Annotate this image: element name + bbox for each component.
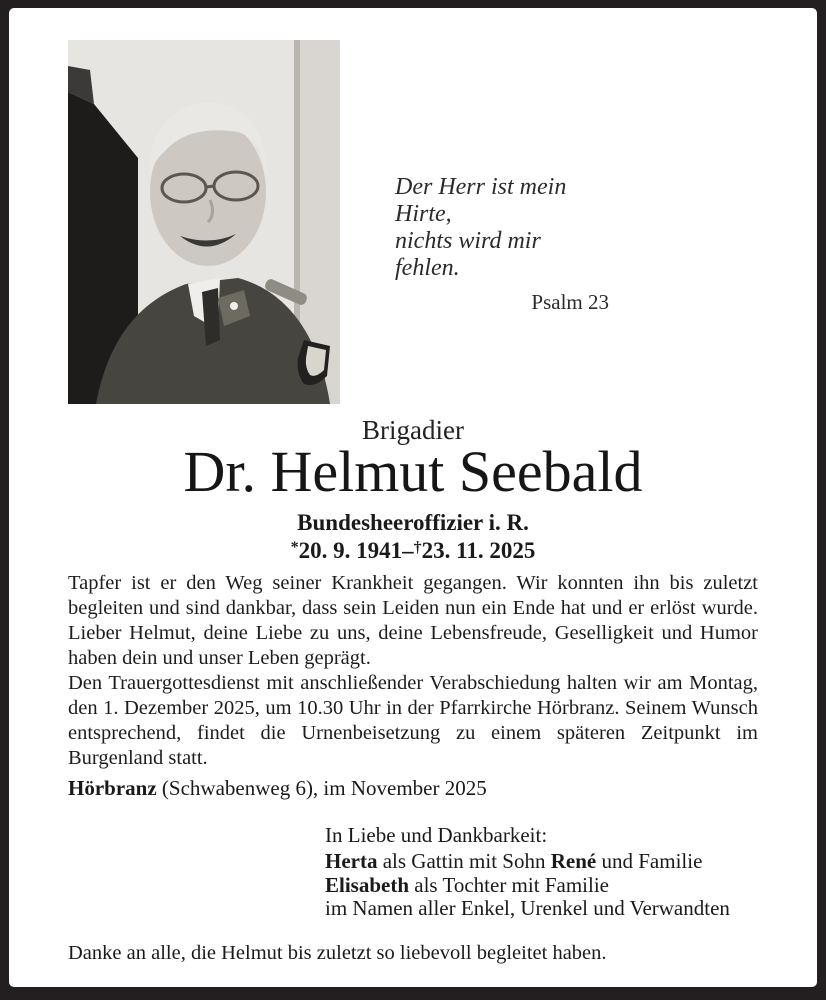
closing-line: In Liebe und Dankbarkeit: [325, 823, 548, 847]
portrait-photo [68, 40, 340, 404]
place-rest: (Schwabenweg 6), im November 2025 [156, 776, 487, 800]
mourner-name: Elisabeth [325, 872, 410, 897]
obituary-paragraph-1: Tapfer ist er den Weg seiner Krankheit gegangen. Wir konnten ihn bis zuletzt begleiten und sind dankbar, dass sein Leiden nun ein Ende hat und er erlöst wurde. Lieber Helmut, deine Liebe zu uns, deine Lebensfreude, Geselligkeit und Humor haben dein und unser Leben geprägt. [68, 572, 758, 669]
mourners-list [325, 850, 730, 921]
birth-date: 20. 9. 1941 [298, 538, 403, 563]
mourner-line [325, 850, 730, 874]
psalm-quote-source: Psalm 23 [531, 290, 609, 314]
death-date: 23. 11. 2025 [421, 538, 536, 563]
deceased-title: Bundesheeroffizier i. R. [297, 510, 529, 535]
place-date-line [68, 776, 487, 800]
birth-symbol: * [290, 539, 299, 556]
mourner-name: Herta [325, 849, 378, 873]
mourner-text: als Gattin mit Sohn [377, 849, 551, 873]
obituary-card-inner [9, 8, 817, 987]
psalm-quote-line2: nichts wird mir fehlen. [395, 228, 541, 281]
mourner-name: René [550, 849, 597, 873]
place-name: Hörbranz [68, 776, 157, 800]
obituary-body [68, 571, 758, 771]
obituary-paragraph-2: Den Trauergottesdienst mit anschließender Verabschiedung halten wir am Montag, den 1. Dezember 2025, um 10.30 Uhr in der Pfarrkirche Hörbranz. Seinem Wunsch entsprechend, findet die Urnenbeisetzung zu einem späteren Zeitpunkt im Burgenland statt. [68, 672, 758, 769]
date-separator: – [402, 538, 414, 563]
thanks-line: Danke an alle, die Helmut bis zuletzt so liebevoll begleitet haben. [68, 942, 607, 964]
mourner-line [325, 897, 730, 921]
mourner-text: als Tochter mit Familie [409, 872, 609, 897]
mourner-text: und Familie [596, 849, 703, 873]
deceased-rank: Brigadier [362, 415, 464, 445]
deceased-name: Dr. Helmut Seebald [183, 439, 643, 504]
mourner-text: im Namen aller Enkel, Urenkel und Verwandten [325, 896, 730, 920]
death-symbol: † [413, 539, 422, 556]
psalm-quote-line1: Der Herr ist mein Hirte, [395, 174, 567, 227]
mourner-line [325, 874, 730, 898]
portrait-photo-graphic [68, 40, 340, 404]
life-dates [9, 535, 817, 564]
psalm-quote [395, 174, 611, 316]
